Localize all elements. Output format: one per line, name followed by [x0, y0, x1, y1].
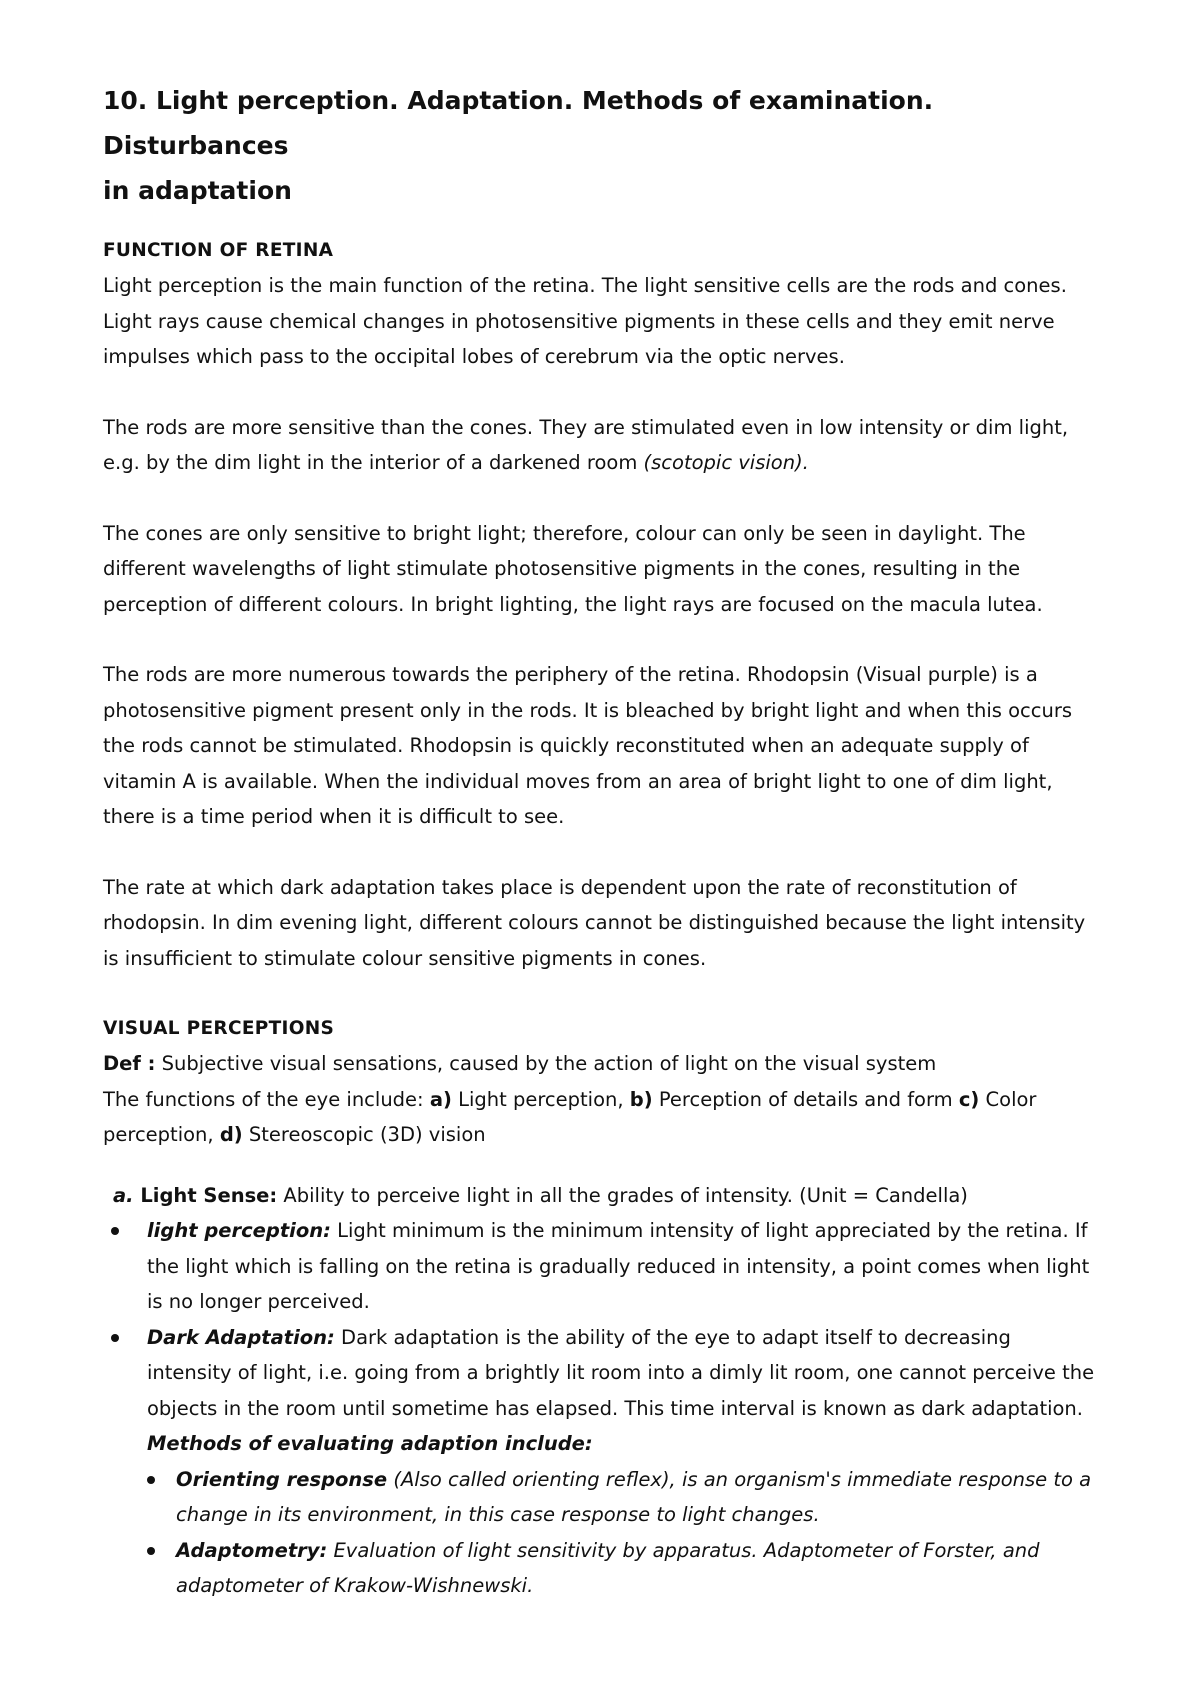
bullet-text: Light minimum is the minimum intensity of light appreciated by the retina. If the light which is falling on the retina is gradually reduced in intensity, a point comes when light is no longer perceived. [147, 1219, 1090, 1313]
section-heading-visual-perceptions: VISUAL PERCEPTIONS [103, 1018, 335, 1039]
page-title-line-2: in adaptation [103, 176, 292, 205]
function-d-text: Stereoscopic (3D) vision [242, 1123, 486, 1146]
bullet-icon [147, 1547, 155, 1555]
definition-line [103, 1046, 1100, 1082]
function-a-text: Light perception, [451, 1087, 630, 1111]
methods-heading: Methods of evaluating adaption include: [147, 1432, 593, 1455]
bullet-icon [111, 1334, 119, 1342]
page-title [103, 78, 1100, 213]
bullet-text: Dark adaptation is the ability of the eye to adapt itself to decreasing intensity of light, i.e. going from a brightly lit room into a dimly lit room, one cannot perceive the objects in the room until sometime has elapsed. This time interval is known as dark adaptation. [147, 1325, 1095, 1420]
scotopic-vision-term: (scotopic vision). [643, 451, 809, 474]
method-term: Orienting response [176, 1467, 388, 1491]
section-heading-function-of-retina: FUNCTION OF RETINA [103, 240, 334, 261]
bullet-icon [147, 1476, 155, 1484]
list-item-light-perception [103, 1213, 1100, 1320]
eye-functions-intro: The functions of the eye include: [103, 1087, 430, 1111]
function-a-label: a) [429, 1087, 452, 1111]
list-item-adaptometry [147, 1533, 1100, 1604]
light-sense-label: Light Sense: [133, 1183, 278, 1207]
list-item-dark-adaptation [103, 1320, 1100, 1427]
light-sense-bullet-list [103, 1213, 1100, 1426]
function-c-text: Color perception, [103, 1087, 1037, 1146]
paragraph-rods-text: The rods are more sensitive than the cones. They are stimulated even in low intensity or dim light, e.g. by the dim light in the interior of a darkened room [103, 415, 1069, 474]
paragraph-light-perception: Light perception is the main function of the retina. The light sensitive cells are the rods and cones. Light rays cause chemical changes in photosensitive pigments in these cells and they emit nerve impulses which pass to the occipital lobes of cerebrum via the optic nerves. [103, 274, 1067, 368]
function-b-label: b) [629, 1087, 653, 1111]
function-b-text: Perception of details and form [652, 1087, 959, 1111]
light-sense-letter: a. [113, 1183, 134, 1207]
function-c-label: c) [958, 1087, 980, 1111]
paragraph-cones: The cones are only sensitive to bright light; therefore, colour can only be seen in daylight. The different wavelengths of light stimulate photosensitive pigments in the cones, resulting in the perception of different colours. In bright lighting, the light rays are focused on the macula lutea. [103, 521, 1043, 616]
bullet-term: Dark Adaptation: [147, 1325, 335, 1349]
page-title-line-1: 10. Light perception. Adaptation. Methods of examination. Disturbances [103, 86, 934, 160]
methods-bullet-list [103, 1462, 1100, 1604]
light-sense-line [113, 1178, 1100, 1214]
definition-label: Def : [103, 1052, 156, 1075]
method-text: Evaluation of light sensitivity by apparatus. Adaptometer of Forster, and adaptometer of Krakow-Wishnewski. [176, 1538, 1040, 1597]
paragraph-dark-adaptation-rate: The rate at which dark adaptation takes place is dependent upon the rate of reconstitution of rhodopsin. In dim evening light, different colours cannot be distinguished because the light intensity is insufficient to stimulate colour sensitive pigments in cones. [103, 875, 1086, 970]
definition-text: Subjective visual sensations, caused by the action of light on the visual system [155, 1052, 937, 1075]
paragraph-rods-sensitivity [103, 410, 1100, 481]
method-text: (Also called orienting reflex), is an organism's immediate response to a change in its environment, in this case response to light changes. [176, 1467, 1092, 1526]
light-sense-text: Ability to perceive light in all the grades of intensity. (Unit = Candella) [277, 1183, 968, 1207]
method-term: Adaptometry: [176, 1538, 328, 1562]
bullet-icon [111, 1227, 119, 1235]
paragraph-rhodopsin: The rods are more numerous towards the periphery of the retina. Rhodopsin (Visual purple) is a photosensitive pigment present only in the rods. It is bleached by bright light and when this occurs the rods cannot be stimulated. Rhodopsin is quickly reconstituted when an adequate supply of vitamin A is available. When the individual moves from an area of bright light to one of dim light, there is a time period when it is difficult to see. [103, 663, 1073, 828]
bullet-term: light perception: [147, 1219, 331, 1242]
eye-functions-line [103, 1082, 1100, 1153]
list-item-orienting-response [147, 1462, 1100, 1533]
function-d-label: d) [219, 1123, 243, 1146]
